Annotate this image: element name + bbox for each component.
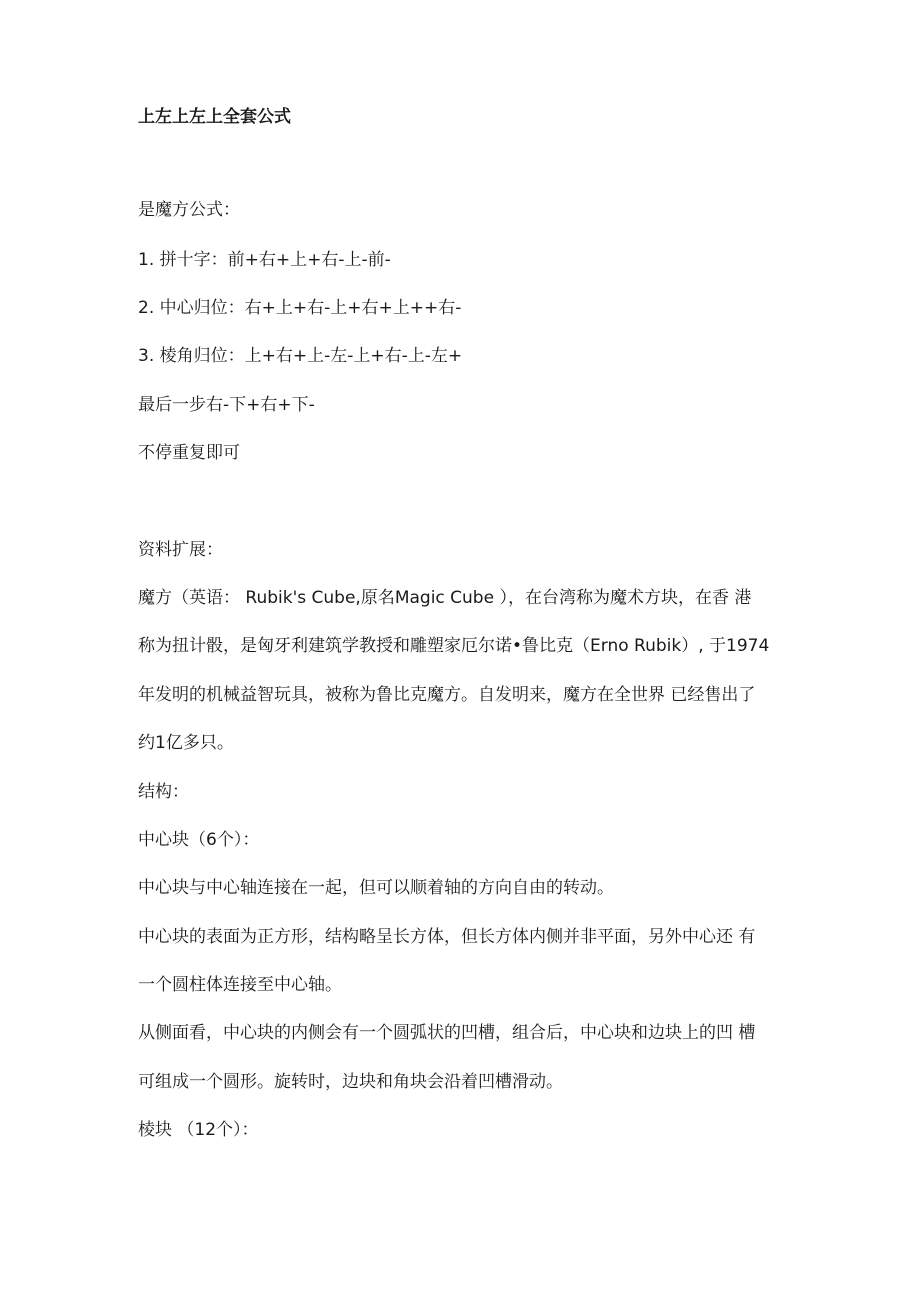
intro-text: 是魔方公式：: [138, 200, 240, 220]
extension-heading: 资料扩展：: [138, 540, 223, 560]
edge-heading: 棱块 （12个）：: [138, 1120, 259, 1140]
center-heading: 中心块（6个）：: [138, 830, 260, 850]
final-step: 最后一步右-下+右+下-: [138, 395, 315, 415]
step-3: 3. 棱角归位：上+右+上-左-上+右-上-左+: [138, 346, 463, 366]
center-paragraph-2-line: 一个圆柱体连接至中心轴。: [138, 975, 342, 995]
repeat-note: 不停重复即可: [138, 443, 240, 463]
step-2: 2. 中心归位：右+上+右-上+右+上++右-: [138, 298, 462, 318]
structure-heading: 结构：: [138, 782, 189, 802]
center-paragraph-1: 中心块与中心轴连接在一起，但可以顺着轴的方向自由的转动。: [138, 878, 614, 898]
center-paragraph-3-line: 可组成一个圆形。旋转时，边块和角块会沿着凹槽滑动。: [138, 1072, 563, 1092]
intro-paragraph-line: 约1亿多只。: [138, 733, 234, 753]
center-paragraph-2-line: 中心块的表面为正方形，结构略呈长方体，但长方体内侧并非平面，另外中心还 有: [138, 927, 756, 947]
center-paragraph-3-line: 从侧面看，中心块的内侧会有一个圆弧状的凹槽，组合后，中心块和边块上的凹 槽: [138, 1023, 756, 1043]
intro-paragraph-line: 年发明的机械益智玩具，被称为鲁比克魔方。自发明来，魔方在全世界 已经售出了: [138, 685, 756, 705]
document-title: 上左上左上全套公式: [138, 107, 291, 127]
intro-paragraph-line: 魔方（英语： Rubik's Cube,原名Magic Cube ），在台湾称为魔术方块，在香 港: [138, 588, 752, 608]
intro-paragraph-line: 称为扭计骰，是匈牙利建筑学教授和雕塑家厄尔诺•鲁比克（Erno Rubik）, 于1974: [138, 636, 770, 656]
step-1: 1. 拼十字：前+右+上+右-上-前-: [138, 250, 391, 270]
